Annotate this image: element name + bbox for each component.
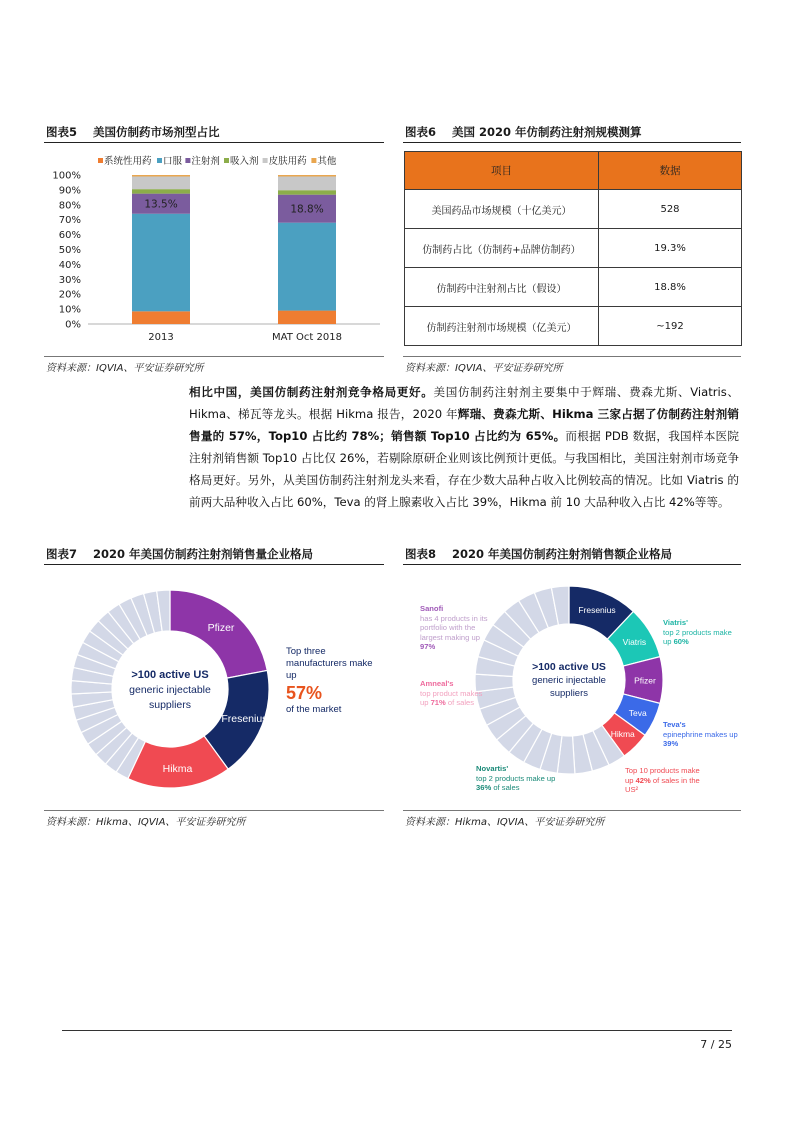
fig7-title: 图表7 2020 年美国仿制药注射剂销售量企业格局 bbox=[46, 547, 314, 561]
bar-segment-0-1 bbox=[132, 214, 190, 312]
bar-data-label-1: 18.8% bbox=[290, 203, 324, 216]
fig5-title-rule bbox=[44, 142, 384, 143]
fig8-note-amneal: Amneal's top product makes up 71% of sales bbox=[420, 679, 483, 708]
fig8-label-viatris: Viatris bbox=[622, 636, 647, 647]
y-tick-label: 50% bbox=[58, 245, 81, 256]
y-tick-label: 90% bbox=[58, 185, 81, 197]
fig8-title-rule bbox=[403, 564, 741, 565]
y-tick-label: 60% bbox=[58, 230, 81, 242]
y-tick-label: 70% bbox=[58, 215, 81, 227]
fig8-note-hikma: Top 10 products make up 42% of sales in the US² bbox=[625, 766, 700, 795]
fig5-bottom-rule bbox=[44, 356, 384, 357]
fig7-label-fresenius: Fresenius bbox=[221, 712, 268, 725]
table-cell-value: 18.8% bbox=[599, 268, 742, 307]
fig7-center-line1: >100 active US bbox=[131, 669, 209, 681]
fig5-title: 图表5 美国仿制药市场剂型占比 bbox=[46, 125, 220, 139]
bar-segment-0-3 bbox=[132, 189, 190, 193]
table-header-row bbox=[405, 152, 742, 190]
fig8-center-line2: generic injectable bbox=[532, 675, 606, 686]
para-lead: 相比中国，美国仿制药注射剂竞争格局更好。 bbox=[189, 385, 434, 399]
fig6-source: 资料来源：IQVIA、平安证券研究所 bbox=[405, 363, 563, 374]
fig8-note-teva: Teva's epinephrine makes up 39% bbox=[663, 720, 738, 749]
legend-swatch-1 bbox=[157, 158, 162, 163]
fig7-center-line3: suppliers bbox=[148, 699, 192, 711]
fig8-center-line3: suppliers bbox=[549, 688, 589, 699]
fig8-label-fresenius: Fresenius bbox=[578, 604, 616, 615]
legend-label-4: 皮肤用药 bbox=[268, 156, 307, 167]
fig8-note-sanofi: Sanofi has 4 products in its portfolio with the largest making up 97% bbox=[420, 604, 488, 652]
para-highlight: 辉瑞、费森尤斯、Hikma 三家占据了仿制药注射剂销售量的 57%，Top10 占比约 78%；销售额 Top10 占比约为 65%。 bbox=[189, 407, 739, 443]
fig7-bottom-rule bbox=[44, 810, 384, 811]
fig7-center-line2: generic injectable bbox=[129, 684, 211, 696]
fig5-source: 资料来源：IQVIA、平安证券研究所 bbox=[46, 363, 204, 374]
table-header-item: 项目 bbox=[405, 152, 599, 190]
bar-segment-0-0 bbox=[132, 311, 190, 324]
legend-label-2: 注射剂 bbox=[191, 156, 220, 167]
table-cell-item: 仿制药占比（仿制药+品牌仿制药） bbox=[405, 229, 599, 268]
legend-label-0: 系统性用药 bbox=[104, 156, 152, 167]
legend-swatch-5 bbox=[311, 158, 316, 163]
table-row bbox=[405, 307, 742, 346]
y-tick-label: 100% bbox=[52, 170, 81, 182]
legend-label-1: 口服 bbox=[163, 156, 183, 167]
fig8-note-novartis: Novartis' top 2 products make up 36% of sales bbox=[476, 764, 556, 793]
table-cell-item: 仿制药中注射剂占比（假设） bbox=[405, 268, 599, 307]
footer-rule bbox=[62, 1030, 732, 1031]
fig8-label-pfizer: Pfizer bbox=[634, 675, 656, 686]
fig7-source: 资料来源：Hikma、IQVIA、平安证券研究所 bbox=[46, 817, 246, 828]
y-tick-label: 40% bbox=[58, 259, 81, 271]
y-tick-label: 80% bbox=[58, 200, 81, 212]
body-paragraph bbox=[189, 381, 739, 513]
fig8-center-line1: >100 active US bbox=[532, 661, 606, 673]
bar-segment-1-4 bbox=[278, 176, 336, 190]
bar-segment-1-5 bbox=[278, 175, 336, 176]
fig7-callout bbox=[286, 646, 376, 716]
legend-label-5: 其他 bbox=[317, 156, 337, 167]
x-tick-label-0: 2013 bbox=[148, 332, 174, 343]
table-header-value: 数据 bbox=[599, 152, 742, 190]
fig7-callout-pct: 57% bbox=[286, 683, 323, 703]
y-tick-label: 0% bbox=[65, 319, 81, 331]
page-number: 7 / 25 bbox=[700, 1038, 732, 1051]
table-cell-value: ~192 bbox=[599, 307, 742, 346]
y-tick-label: 30% bbox=[58, 274, 81, 286]
bar-segment-1-1 bbox=[278, 223, 336, 311]
fig7-title-rule bbox=[44, 564, 384, 565]
y-tick-label: 20% bbox=[58, 289, 81, 301]
bar-segment-0-4 bbox=[132, 176, 190, 189]
y-tick-label: 10% bbox=[58, 304, 81, 316]
table-row bbox=[405, 229, 742, 268]
fig8-source: 资料来源：Hikma、IQVIA、平安证券研究所 bbox=[405, 817, 605, 828]
table-cell-item: 美国药品市场规模（十亿美元） bbox=[405, 190, 599, 229]
fig6-title-rule bbox=[403, 142, 741, 143]
fig5-x-labels bbox=[148, 332, 342, 343]
bar-segment-1-0 bbox=[278, 311, 336, 324]
fig7-label-hikma: Hikma bbox=[162, 763, 193, 776]
fig7-label-pfizer: Pfizer bbox=[207, 621, 235, 634]
legend-swatch-2 bbox=[185, 158, 190, 163]
table-cell-value: 19.3% bbox=[599, 229, 742, 268]
table-row bbox=[405, 268, 742, 307]
para-text-1: 美国仿制药注射剂主要集中于辉瑞、费森尤斯、Viatris、Hikma、梯瓦等龙头。根据 Hikma 报告，2020 年 bbox=[189, 385, 739, 421]
fig8-note-viatris: Viatris' top 2 products make up 60% bbox=[663, 618, 732, 647]
fig5-legend bbox=[98, 155, 337, 167]
x-tick-label-1: MAT Oct 2018 bbox=[272, 332, 342, 343]
para-text-2: 而根据 PDB 数据，我国样本医院注射剂销售额 Top10 占比仅 26%，若剔除原研企业则该比例预计更低。与我国相比，美国注射剂市场竞争格局更好。另外，从美国仿制药注射剂龙头来看，存在少数大品种占收入比例较高的情况。比如 Viatris 的前两大品种收入占比 60%，Teva 的肾上腺素收入占比 39%，Hikma 前 10 大品种收入占比 42%等等。 bbox=[189, 429, 739, 509]
fig7-callout-text: Top three manufacturers make up bbox=[286, 646, 373, 681]
table-cell-item: 仿制药注射剂市场规模（亿美元） bbox=[405, 307, 599, 346]
fig5-bars bbox=[132, 175, 336, 324]
table-cell-value: 528 bbox=[599, 190, 742, 229]
legend-swatch-3 bbox=[224, 158, 229, 163]
fig5-chart bbox=[44, 150, 386, 352]
fig7-slice-pfizer bbox=[170, 590, 267, 678]
fig8-label-teva: Teva bbox=[628, 707, 647, 718]
fig8-bottom-rule bbox=[403, 810, 741, 811]
fig8-title: 图表8 2020 年美国仿制药注射剂销售额企业格局 bbox=[405, 547, 673, 561]
fig6-bottom-rule bbox=[403, 356, 741, 357]
legend-label-3: 吸入剂 bbox=[230, 156, 259, 167]
fig8-label-hikma: Hikma bbox=[610, 729, 635, 740]
bar-data-label-0: 13.5% bbox=[144, 198, 178, 211]
legend-swatch-0 bbox=[98, 158, 103, 163]
legend-swatch-4 bbox=[263, 158, 268, 163]
bar-segment-0-5 bbox=[132, 175, 190, 176]
table-row bbox=[405, 190, 742, 229]
fig6-table bbox=[404, 151, 742, 346]
fig6-title: 图表6 美国 2020 年仿制药注射剂规模测算 bbox=[405, 125, 642, 139]
bar-segment-1-3 bbox=[278, 190, 336, 194]
fig7-callout-tail: of the market bbox=[286, 704, 342, 715]
